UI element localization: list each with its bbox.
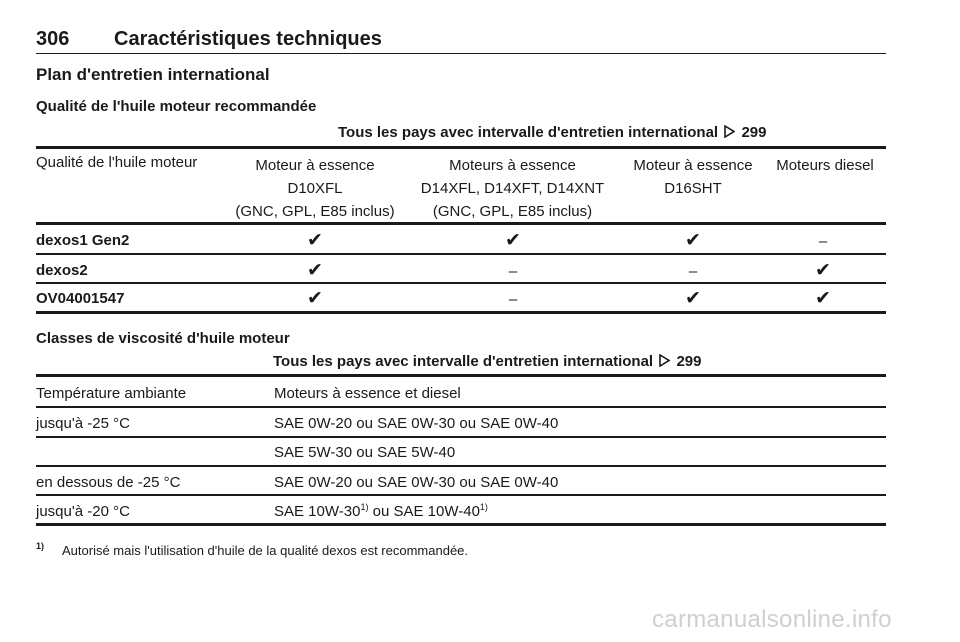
viscosity-top-rule — [36, 374, 886, 377]
oil-col-header-line: Moteurs à essence — [449, 157, 576, 174]
page-title: Caractéristiques techniques — [114, 28, 382, 50]
oil-col-header-d14 — [410, 154, 615, 223]
viscosity-header-grade: Moteurs à essence et diesel — [274, 385, 461, 402]
oil-col-header-d16sht — [618, 154, 768, 200]
viscosity-grade-a: SAE 10W-30 — [274, 503, 361, 520]
dash-icon: – — [688, 263, 698, 280]
oil-col-header-line: (GNC, GPL, E85 inclus) — [432, 203, 593, 220]
viscosity-row-rule — [36, 465, 886, 467]
viscosity-grade-b: SAE 10W-40 — [393, 503, 480, 520]
page-header — [36, 28, 886, 54]
oil-col-header-line: Moteurs diesel — [776, 157, 874, 174]
oil-quality-caption-text: Tous les pays avec intervalle d'entretien international — [338, 124, 719, 141]
oil-col-header-line: Moteur à essence — [633, 157, 753, 174]
footnote-mark: 1) — [36, 541, 45, 551]
viscosity-grade: SAE 0W-20 ou SAE 0W-30 ou SAE 0W-40 — [274, 474, 559, 491]
oil-col-header-d10xfl — [220, 154, 410, 223]
check-icon: ✔ — [815, 259, 831, 281]
ref-arrow-icon[interactable] — [659, 354, 670, 367]
viscosity-caption-text: Tous les pays avec intervalle d'entretien international — [273, 353, 654, 370]
oil-col-header-line: D16SHT — [664, 180, 722, 197]
watermark: carmanualsonline.info — [652, 606, 892, 633]
viscosity-grade: SAE 0W-20 ou SAE 0W-30 ou SAE 0W-40 — [274, 415, 559, 432]
check-icon: ✔ — [815, 287, 831, 309]
oil-table-header-rule — [36, 222, 886, 225]
oil-quality-caption — [338, 124, 766, 141]
footnote-text: Autorisé mais l'utilisation d'huile de la qualité dexos est recommandée. — [62, 543, 469, 558]
oil-row-label: OV04001547 — [36, 290, 125, 307]
viscosity-temp: en dessous de -25 °C — [36, 474, 181, 491]
oil-table-top-rule — [36, 146, 886, 149]
ref-arrow-icon[interactable] — [724, 125, 735, 138]
oil-row-label: dexos2 — [36, 262, 88, 279]
oil-col-header-line: Qualité de l'huile moteur — [36, 154, 198, 171]
oil-col-header-line: Moteur à essence — [255, 157, 375, 174]
oil-col-header-quality — [36, 154, 197, 171]
oil-col-header-diesel — [764, 154, 886, 177]
viscosity-grade-joiner: ou — [368, 503, 394, 520]
dash-icon: – — [508, 291, 518, 308]
page-number: 306 — [36, 28, 70, 50]
oil-quality-caption-ref[interactable]: 299 — [741, 124, 767, 141]
viscosity-row-rule — [36, 436, 886, 438]
footnote-ref[interactable]: 1) — [360, 502, 369, 512]
dash-icon: – — [818, 233, 828, 250]
viscosity-temp: jusqu'à -25 °C — [36, 415, 130, 432]
oil-col-header-line: D10XFL — [287, 180, 343, 197]
viscosity-bottom-rule — [36, 523, 886, 526]
viscosity-grade — [274, 503, 488, 520]
viscosity-caption — [273, 353, 701, 370]
check-icon: ✔ — [307, 229, 323, 251]
oil-quality-subtitle: Qualité de l'huile moteur recommandée — [36, 98, 317, 115]
oil-col-header-line: (GNC, GPL, E85 inclus) — [235, 203, 395, 220]
viscosity-grade: SAE 5W-30 ou SAE 5W-40 — [274, 444, 456, 461]
oil-table-bottom-rule — [36, 311, 886, 314]
viscosity-header-temp: Température ambiante — [36, 385, 187, 402]
check-icon: ✔ — [685, 287, 701, 309]
dash-icon: – — [508, 263, 518, 280]
viscosity-header-rule — [36, 406, 886, 408]
viscosity-temp: jusqu'à -20 °C — [36, 503, 130, 520]
viscosity-row-rule — [36, 494, 886, 496]
footnote-ref[interactable]: 1) — [479, 502, 488, 512]
section-title: Plan d'entretien international — [36, 65, 270, 84]
check-icon: ✔ — [505, 229, 521, 251]
oil-row-label: dexos1 Gen2 — [36, 232, 130, 249]
check-icon: ✔ — [307, 287, 323, 309]
check-icon: ✔ — [307, 259, 323, 281]
oil-row-rule — [36, 253, 886, 255]
oil-col-header-line: D14XFL, D14XFT, D14XNT — [420, 180, 605, 197]
viscosity-caption-ref[interactable]: 299 — [676, 353, 702, 370]
oil-row-rule — [36, 282, 886, 284]
viscosity-subtitle: Classes de viscosité d'huile moteur — [36, 330, 290, 347]
check-icon: ✔ — [685, 229, 701, 251]
